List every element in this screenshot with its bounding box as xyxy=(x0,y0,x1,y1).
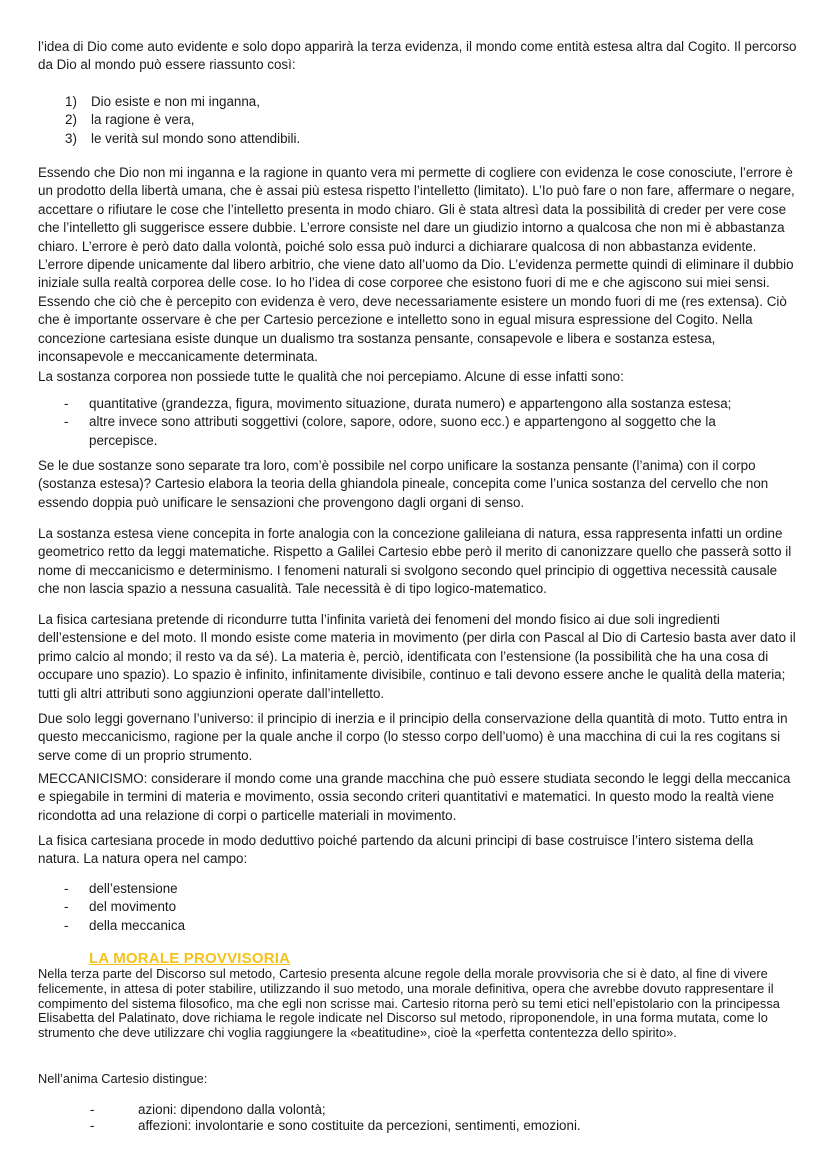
soul-list xyxy=(90,1102,690,1134)
paragraph: Se le due sostanze sono separate tra loro, com’è possibile nel corpo unificare la sostanza pensante (l’anima) con il corpo (sostanza estesa)? Cartesio elabora la teoria della ghiandola pineale, concepita come l’unica sostanza del cervello che non essendo doppia può unificare le sensazioni che provengono dagli organi di senso. xyxy=(38,458,769,510)
steps-list xyxy=(38,93,300,148)
paragraph: La fisica cartesiana procede in modo deduttivo poiché partendo da alcuni principi di base costruisce l’intero sistema della natura. La natura opera nel campo: xyxy=(38,833,754,867)
fields-list xyxy=(64,880,464,935)
qualities-list xyxy=(64,395,774,450)
paragraph: Due solo leggi governano l’universo: il principio di inerzia e il principio della conservazione della quantità di moto. Tutto entra in questo meccanicismo, ragione per la quale anche il corpo (lo stesso corpo dell’uomo) è una macchina di cui la res cogitans si serve come di un proprio strumento. xyxy=(38,711,788,763)
paragraph: La sostanza estesa viene concepita in forte analogia con la concezione galileiana di natura, essa rappresenta infatti un ordine geometrico retto da leggi matematiche. Rispetto a Galilei Cartesio ebbe però il merito di canonizzare quello che passerà sotto il nome di meccanicismo e determinismo. I fenomeni naturali si svolgono secondo quel principio di oggettiva necessità causale che non lascia spazio a nessuna casualità. Tale necessità è di tipo logico-matematico. xyxy=(38,526,792,597)
list-item: 1) Dio esiste e non mi inganna, xyxy=(65,94,260,109)
list-item: - del movimento xyxy=(64,899,177,915)
list-item: - altre invece sono attributi soggettivi (colore, sapore, odore, suono ecc.) e appartengono al soggetto che la percepisce. xyxy=(64,414,716,448)
list-item: 2) la ragione è vera, xyxy=(65,112,195,128)
section-heading: LA MORALE PROVVISORIA xyxy=(89,950,291,967)
list-item: - quantitative (grandezza, figura, movimento situazione, durata numero) e appartengono alla sostanza estesa; xyxy=(64,396,732,411)
list-item: - della meccanica xyxy=(64,917,186,933)
list-item: 3) le verità sul mondo sono attendibili. xyxy=(65,130,301,146)
paragraph: Nell’anima Cartesio distingue: xyxy=(38,1071,208,1086)
list-item: - azioni: dipendono dalla volontà; xyxy=(90,1102,326,1117)
mechanism-definition: MECCANICISMO: considerare il mondo come una grande macchina che può essere studiata secondo le leggi della meccanica e spiegabile in termini di materia e movimento, ossia secondo criteri quantitativi e matematici. In questo modo la realtà viene ricondotta ad una relazione di corpi o particelle materiali in movimento. xyxy=(38,771,791,823)
paragraph: Essendo che Dio non mi inganna e la ragione in quanto vera mi permette di cogliere con evidenza le cose conosciute, l’errore è un prodotto della libertà umana, che è assai più estesa rispetto l’intelletto (limitato). L’Io può fare o non fare, affermare o negare, accettare o rifiutare le cose che l’intelletto presenta in modo chiaro. Gli è stata altresì data la possibilità di creder per vere cose che l’intelletto gli suggerisce essere dubbie. L’errore consiste nel dare un giudizio intorno a qualcosa che non mi è abbastanza chiaro. L’errore è però dato dalla volontà, poiché solo essa può indurci a dichiarare qualcosa di non abbastanza evidente. L’errore dipende unicamente dal libero arbitrio, che viene dato all’uomo da Dio. L’evidenza permette quindi di eliminare il dubbio iniziale sulla realtà corporea delle cose. Io ho l’idea di cose corporee che esistono fuori di me e che agiscono sui miei sensi. Essendo che ciò che è percepito con evidenza è vero, deve necessariamente esistere un mondo fuori di me (res extensa). Ciò che è importante osservare è che per Cartesio percezione e intelletto sono in egual misura espressione del Cogito. Nella concezione cartesiana esiste dunque un dualismo tra sostanza pensante, consapevole e libera e sostanza estesa, inconsapevole e meccanicamente determinata. xyxy=(38,165,795,365)
list-item: - affezioni: involontarie e sono costituite da percezioni, sentimenti, emozioni. xyxy=(90,1118,581,1133)
paragraph: La fisica cartesiana pretende di ricondurre tutta l’infinita varietà dei fenomeni del mondo fisico ai due soli ingredienti dell’estensione e del moto. Il mondo esiste come materia in movimento (per dirla con Pascal al Dio di Cartesio basta aver dato il primo calcio al mondo; il resto va da sé). La materia è, perciò, identificata con l’estensione (la possibilità che ha una cosa di occupare uno spazio). Lo spazio è infinito, infinitamente divisibile, continuo e tali devono essere anche le qualità della materia; tutti gli altri attributi sono aggiunzioni operate dall’intelletto. xyxy=(38,612,796,701)
intro-paragraph: l’idea di Dio come auto evidente e solo dopo apparirà la terza evidenza, il mondo come entità estesa altra dal Cogito. Il percorso da Dio al mondo può essere riassunto così: xyxy=(38,39,797,73)
paragraph: Nella terza parte del Discorso sul metodo, Cartesio presenta alcune regole della morale provvisoria che si è dato, al fine di vivere felicemente, in attesa di poter stabilire, utilizzando il suo metodo, una morale definitiva, opera che avrebbe dovuto rappresentare il compimento del sistema filosofico, ma che egli non scrisse mai. Cartesio ritorna però su temi etici nell’epistolario con la principessa Elisabetta del Palatinato, dove richiama le regole indicate nel Discorso sul metodo, riproponendole, in una forma mutata, come lo strumento che deve utilizzare chi voglia raggiungere la «beatitudine», cioè la «perfetta contentezza dello spirito». xyxy=(38,966,780,1041)
list-item: - dell’estensione xyxy=(64,881,178,896)
paragraph: La sostanza corporea non possiede tutte le qualità che noi percepiamo. Alcune di esse infatti sono: xyxy=(38,369,624,384)
